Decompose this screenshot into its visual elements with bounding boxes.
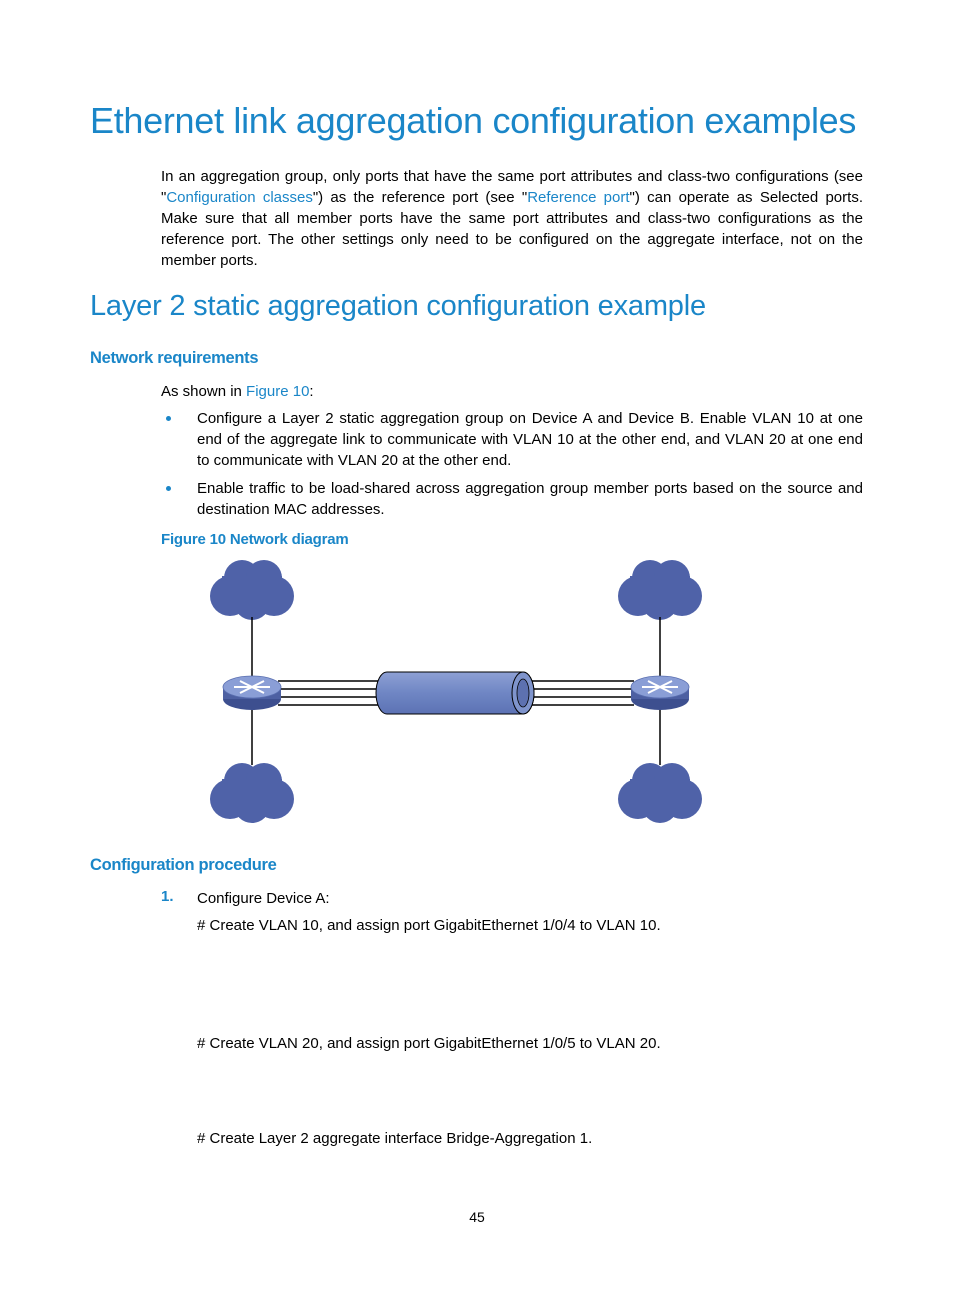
configuration-procedure-heading: Configuration procedure [90, 856, 277, 874]
as-shown-text: As shown in [161, 383, 247, 400]
config-comment-1: # Create VLAN 10, and assign port GigabitEthernet 1/0/4 to VLAN 10. [197, 917, 661, 934]
intro-text-2: ") as the reference port (see " [312, 189, 528, 206]
cloud-icon [618, 763, 702, 823]
aggregation-tube-icon [376, 672, 534, 714]
network-diagram [190, 555, 730, 830]
page-number: 45 [469, 1209, 485, 1225]
network-requirements-heading: Network requirements [90, 349, 259, 367]
intro-text-3: ") can operate as Selected ports. Make sure that all member ports have the same port attributes and class-two configurations as the reference port. The other settings only need to be configured on the aggregate interface, not on the member ports. [161, 189, 863, 269]
figure-caption: Figure 10 Network diagram [161, 531, 349, 548]
as-shown-line [161, 381, 314, 402]
switch-icon [223, 676, 281, 710]
bullet-icon [166, 416, 171, 421]
reference-port-link[interactable]: Reference port [527, 189, 630, 206]
requirement-bullet-1: Configure a Layer 2 static aggregation group on Device A and Device B. Enable VLAN 10 at one end of the aggregate link to communicate with VLAN 10 at the other end, and VLAN 20 at one end to communicate with VLAN 20 at the other end. [197, 410, 863, 469]
intro-paragraph [161, 166, 863, 271]
cloud-icon [210, 763, 294, 823]
config-comment-3: # Create Layer 2 aggregate interface Bridge-Aggregation 1. [197, 1130, 593, 1147]
as-shown-colon: : [309, 383, 314, 400]
switch-icon [631, 676, 689, 710]
figure-10-link[interactable]: Figure 10 [246, 383, 310, 400]
cloud-icon [210, 560, 294, 620]
requirement-bullet-2: Enable traffic to be load-shared across aggregation group member ports based on the source and destination MAC addresses. [197, 480, 863, 518]
intro-text-1: In an aggregation group, only ports that have the same port attributes and class-two configurations (see " [161, 168, 863, 206]
cloud-icon [618, 560, 702, 620]
bullet-icon [166, 486, 171, 491]
page-title: Ethernet link aggregation configuration examples [90, 100, 857, 141]
section-title: Layer 2 static aggregation configuration example [90, 290, 706, 322]
step-number: 1. [161, 888, 174, 905]
configuration-classes-link[interactable]: Configuration classes [166, 189, 313, 206]
step-text: Configure Device A: [197, 890, 330, 907]
config-comment-2: # Create VLAN 20, and assign port GigabitEthernet 1/0/5 to VLAN 20. [197, 1035, 661, 1052]
